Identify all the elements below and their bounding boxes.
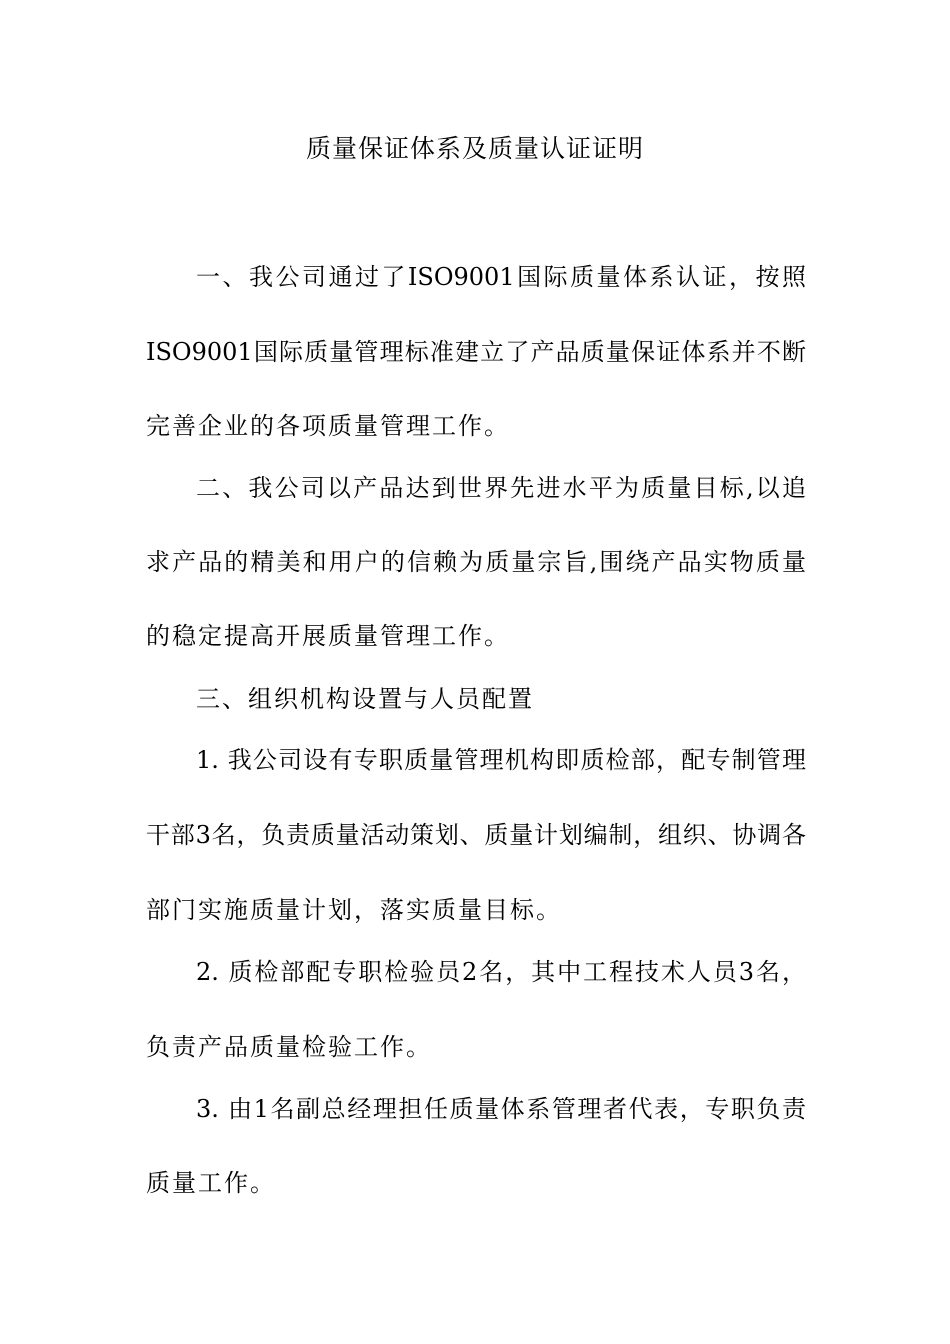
document-title: 质量保证体系及质量认证证明 [305,134,644,163]
item-2-line-1: 2. 质检部配专职检验员2名，其中工程技术人员3名， [196,958,806,986]
item-1-line-1: 1. 我公司设有专职质量管理机构即质检部，配专制管理 [196,746,806,774]
item-1-line-3: 部门实施质量计划，落实质量目标。 [146,896,562,924]
paragraph-1-line-3: 完善企业的各项质量管理工作。 [146,412,510,440]
paragraph-2-line-3: 的稳定提高开展质量管理工作。 [146,622,510,650]
paragraph-2-line-1: 二、我公司以产品达到世界先进水平为质量目标,以追 [196,474,806,502]
section-3-heading: 三、组织机构设置与人员配置 [196,685,534,713]
item-3-line-2: 质量工作。 [146,1169,276,1197]
item-3-line-1: 3. 由1名副总经理担任质量体系管理者代表，专职负责 [196,1095,806,1123]
paragraph-2-line-2: 求产品的精美和用户的信赖为质量宗旨,围绕产品实物质量 [146,548,806,576]
paragraph-1-line-2: ISO9001国际质量管理标准建立了产品质量保证体系并不断 [146,338,806,366]
paragraph-1-line-1: 一、我公司通过了ISO9001国际质量体系认证，按照 [196,263,806,291]
item-1-line-2: 干部3名，负责质量活动策划、质量计划编制，组织、协调各 [146,821,806,849]
item-2-line-2: 负责产品质量检验工作。 [146,1033,432,1061]
